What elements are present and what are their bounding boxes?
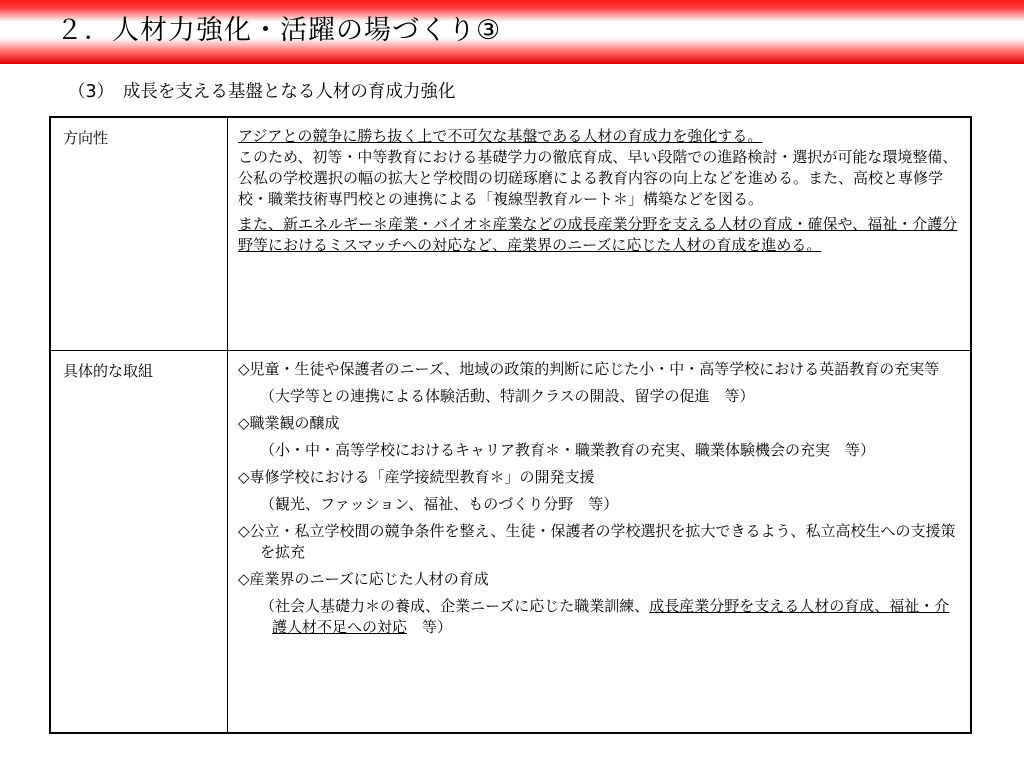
slide-title: ２．人材力強化・活躍の場づくり③ [56, 15, 502, 46]
initiative-item-2: ◇職業観の醸成 [238, 413, 340, 432]
initiative-detail-1: （大学等との連携による体験活動、特訓クラスの開設、留学の促進 等） [260, 386, 755, 405]
initiative-item-3: ◇専修学校における「産学接続型教育＊」の開発支援 [238, 467, 595, 486]
table-row-direction [50, 117, 971, 350]
initiative-item-4: ◇公立・私立学校間の競争条件を整え、生徒・保護者の学校選択を拡大できるよう、私立高校生への支援策を拡充 [238, 521, 956, 561]
initiative-detail-2: （小・中・高等学校におけるキャリア教育＊・職業教育の充実、職業体験機会の充実 等） [260, 440, 876, 459]
table-row-initiatives [50, 350, 971, 733]
row-label-direction: 方向性 [50, 117, 228, 350]
row-label-initiatives: 具体的な取組 [50, 350, 228, 733]
initiative-detail-5-start: （社会人基礎力＊の養成、企業ニーズに応じた職業訓練、 [260, 596, 650, 615]
content-table [49, 116, 972, 734]
section-subtitle: （3） 成長を支える基盤となる人材の育成力強化 [68, 82, 456, 102]
initiative-item-1: ◇児童・生徒や保護者のニーズ、地域の政策的判断に応じた小・中・高等学校における英語教育の充実等 [238, 359, 940, 378]
direction-paragraph-1 [238, 126, 960, 210]
direction-paragraph-2 [238, 214, 960, 256]
initiative-detail-5-underlined: 成長産業分野を支える人材の育成、福祉・介護人材不足への対応 [272, 596, 950, 636]
direction-underlined-lead: アジアとの競争に勝ち抜く上で不可欠な基盤である人材の育成力を強化する。 [238, 127, 763, 145]
initiative-detail-3: （観光、ファッション、福祉、ものづくり分野 等） [260, 494, 619, 513]
initiative-detail-5-end: 等） [407, 617, 453, 636]
initiative-item-5: ◇産業界のニーズに応じた人材の育成 [238, 569, 489, 588]
title-bar [0, 0, 1024, 64]
direction-content [228, 117, 972, 350]
initiatives-content [228, 350, 972, 733]
direction-body-text: このため、初等・中等教育における基礎学力の徹底育成、早い段階での進路検討・選択が可能な環境整備、公私の学校選択の幅の拡大と学校間の切磋琢磨による教育内容の向上などを進める。また、高校と専修学校・職業技術専門校との連携による「複線型教育ルート＊」構築などを図る。 [238, 148, 958, 208]
direction-underlined-text-2: また、新エネルギー＊産業・バイオ＊産業などの成長産業分野を支える人材の育成・確保や、福祉・介護分野等におけるミスマッチへの対応など、産業界のニーズに応じた人材の育成を進める。 [238, 215, 958, 254]
initiative-detail-5 [238, 596, 960, 638]
